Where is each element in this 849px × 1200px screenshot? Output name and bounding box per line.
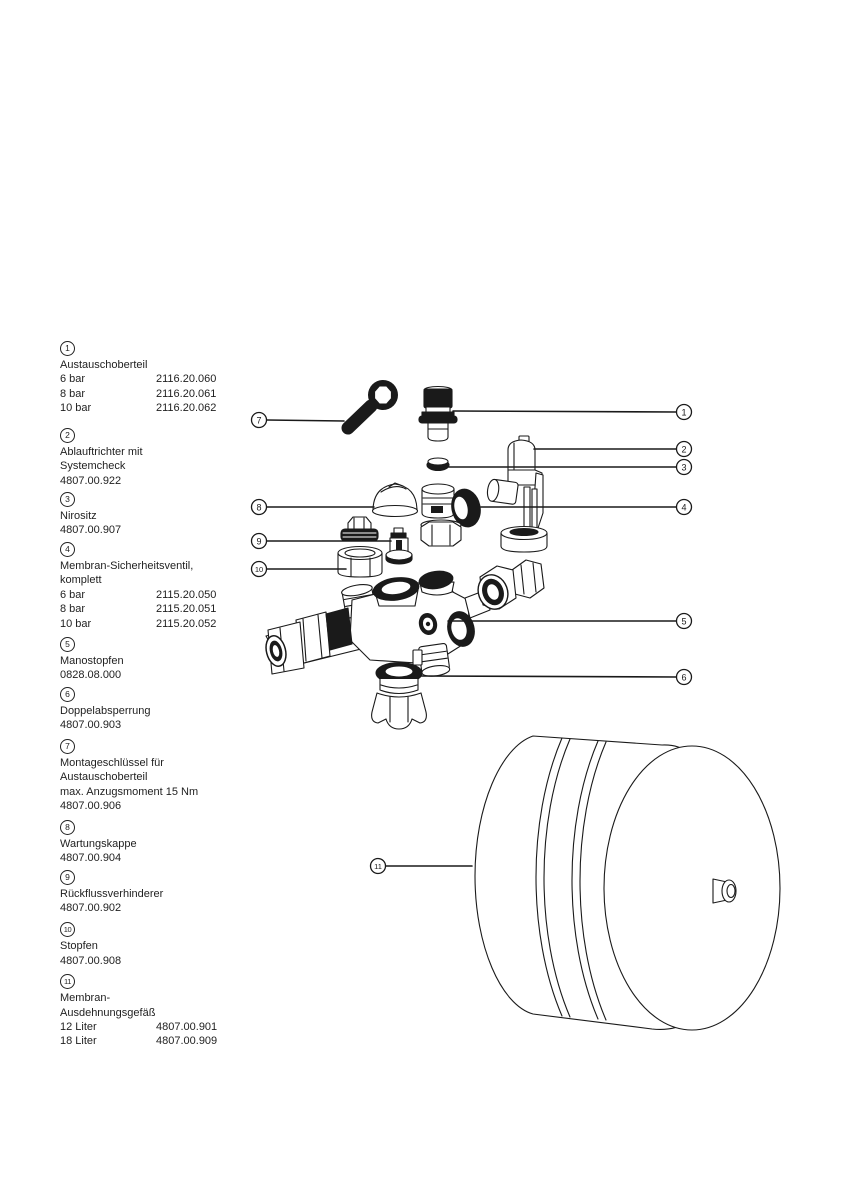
svg-text:1: 1 bbox=[681, 407, 687, 418]
variant-code: 4807.00.909 bbox=[156, 1035, 218, 1048]
item-7-name: Montageschlüssel für bbox=[60, 757, 164, 769]
svg-text:3: 3 bbox=[681, 462, 687, 473]
callout-1 bbox=[677, 405, 692, 420]
item-5-number-badge: 5 bbox=[60, 637, 75, 652]
part-sicherheitsventil-drawing bbox=[421, 484, 484, 546]
callout-7 bbox=[252, 413, 267, 428]
item-6-name: Doppelabsperrung bbox=[60, 705, 151, 717]
item-4-name: komplett bbox=[60, 574, 102, 587]
svg-text:7: 7 bbox=[256, 415, 262, 426]
item-10-code: 4807.00.908 bbox=[60, 954, 122, 967]
variant-code: 2116.20.061 bbox=[156, 387, 217, 400]
svg-text:11: 11 bbox=[374, 862, 382, 872]
variant-size: 6 bar bbox=[60, 588, 86, 601]
item-4-name: Membran-Sicherheitsventil, bbox=[60, 560, 194, 572]
item-2-code: 4807.00.922 bbox=[60, 474, 122, 487]
item-3-code: 4807.00.907 bbox=[60, 524, 122, 537]
item-10-number-badge: 10 bbox=[60, 922, 75, 937]
item-1-name: Austauschoberteil bbox=[60, 359, 148, 371]
part-nirositz-drawing bbox=[427, 458, 449, 471]
svg-text:9: 9 bbox=[256, 536, 262, 547]
part-stopfen-drawing bbox=[338, 547, 382, 578]
item-7-name: max. Anzugsmoment 15 Nm bbox=[60, 785, 199, 798]
part-ablauftrichter-drawing bbox=[486, 436, 547, 552]
item-2-name: Systemcheck bbox=[60, 460, 126, 473]
leader-line-1 bbox=[453, 411, 676, 412]
svg-text:6: 6 bbox=[681, 672, 687, 683]
item-11-name: Membran- bbox=[60, 992, 111, 1005]
variant-size: 18 Liter bbox=[60, 1035, 97, 1048]
item-3-name: Nirositz bbox=[60, 510, 97, 522]
item-5-code: 0828.08.000 bbox=[60, 669, 122, 682]
threaded-plug-drawing bbox=[341, 517, 378, 541]
item-7-number-badge: 7 bbox=[60, 739, 75, 754]
part-doppelabsperrung-drawing bbox=[372, 663, 427, 730]
item-11-name: Ausdehnungsgefäß bbox=[60, 1006, 156, 1019]
variant-size: 6 bar bbox=[60, 373, 86, 386]
variant-code: 4807.00.901 bbox=[156, 1021, 218, 1034]
part-wartungskappe-drawing bbox=[373, 483, 418, 517]
item-3-number-badge: 3 bbox=[60, 492, 75, 507]
variant-code: 2116.20.060 bbox=[156, 373, 217, 386]
part-montageschluessel-drawing bbox=[348, 380, 398, 428]
leader-line-6 bbox=[421, 676, 676, 677]
item-11-number-badge: 11 bbox=[60, 974, 75, 989]
leader-line-7 bbox=[267, 420, 344, 421]
valve-body-drawing bbox=[263, 569, 490, 678]
item-9-number-badge: 9 bbox=[60, 870, 75, 885]
item-1-number-badge: 1 bbox=[60, 341, 75, 356]
svg-text:5: 5 bbox=[681, 616, 687, 627]
variant-code: 2115.20.052 bbox=[156, 617, 217, 630]
item-8-code: 4807.00.904 bbox=[60, 852, 122, 865]
variant-size: 12 Liter bbox=[60, 1021, 97, 1034]
item-6-number-badge: 6 bbox=[60, 687, 75, 702]
item-10-name: Stopfen bbox=[60, 940, 98, 953]
callout-11 bbox=[371, 859, 386, 874]
item-7-name: Austauschoberteil bbox=[60, 771, 148, 784]
callout-5 bbox=[677, 614, 692, 629]
part-austauschoberteil-drawing bbox=[419, 387, 457, 442]
variant-code: 2116.20.062 bbox=[156, 402, 217, 415]
variant-size: 10 bar bbox=[60, 617, 92, 630]
item-6-code: 4807.00.903 bbox=[60, 719, 122, 732]
svg-text:10: 10 bbox=[254, 565, 264, 575]
variant-code: 2115.20.051 bbox=[156, 603, 217, 616]
item-2-name: Ablauftrichter mit bbox=[60, 446, 143, 458]
variant-size: 8 bar bbox=[60, 387, 86, 400]
part-ausdehnungsgefaess-drawing bbox=[475, 736, 780, 1030]
svg-text:2: 2 bbox=[681, 444, 687, 455]
callout-9 bbox=[252, 534, 267, 549]
callout-10 bbox=[252, 562, 267, 577]
variant-code: 2115.20.050 bbox=[156, 588, 217, 601]
callout-3 bbox=[677, 460, 692, 475]
svg-text:8: 8 bbox=[256, 502, 262, 513]
svg-text:4: 4 bbox=[681, 502, 687, 513]
variant-size: 10 bar bbox=[60, 402, 92, 415]
item-2-number-badge: 2 bbox=[60, 428, 75, 443]
item-5-name: Manostopfen bbox=[60, 655, 124, 667]
callout-4 bbox=[677, 500, 692, 515]
item-7-code: 4807.00.906 bbox=[60, 800, 122, 813]
part-rueckflussverhinderer-drawing bbox=[386, 528, 412, 564]
item-8-number-badge: 8 bbox=[60, 820, 75, 835]
callout-8 bbox=[252, 500, 267, 515]
variant-size: 8 bar bbox=[60, 603, 86, 616]
union-nut-pair-drawing bbox=[473, 560, 544, 613]
callout-2 bbox=[677, 442, 692, 457]
item-9-code: 4807.00.902 bbox=[60, 902, 122, 915]
item-8-name: Wartungskappe bbox=[60, 838, 137, 850]
callout-6 bbox=[677, 670, 692, 685]
item-9-name: Rückflussverhinderer bbox=[60, 888, 164, 900]
item-4-number-badge: 4 bbox=[60, 542, 75, 557]
